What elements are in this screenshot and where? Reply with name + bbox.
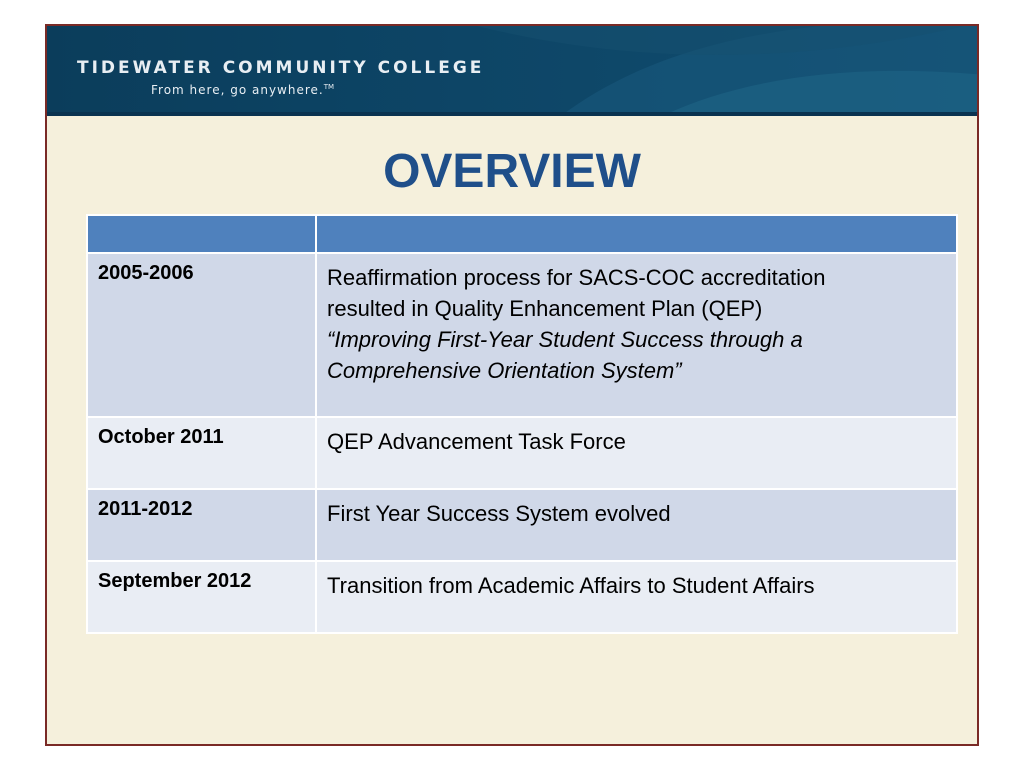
tagline-text: From here, go anywhere. bbox=[151, 83, 324, 97]
table-row bbox=[87, 417, 957, 489]
date-cell: 2005-2006 bbox=[87, 253, 316, 417]
description-cell bbox=[316, 561, 957, 633]
college-banner bbox=[47, 26, 977, 116]
description-line: First Year Success System evolved bbox=[327, 501, 671, 526]
table-row bbox=[87, 561, 957, 633]
description-cell bbox=[316, 417, 957, 489]
slide bbox=[45, 24, 979, 746]
college-name: TIDEWATER COMMUNITY COLLEGE bbox=[77, 58, 485, 78]
qep-title-line: Comprehensive Orientation System” bbox=[327, 358, 682, 383]
table-header-cell bbox=[87, 215, 316, 253]
description-line: Transition from Academic Affairs to Student Affairs bbox=[327, 573, 815, 598]
date-cell: 2011-2012 bbox=[87, 489, 316, 561]
description-cell bbox=[316, 253, 957, 417]
college-tagline bbox=[151, 83, 334, 97]
timeline-table bbox=[86, 214, 958, 634]
trademark-mark: TM bbox=[323, 83, 335, 91]
banner-swoosh-graphic bbox=[477, 26, 977, 116]
slide-title: OVERVIEW bbox=[383, 145, 641, 198]
description-cell bbox=[316, 489, 957, 561]
banner-bottom-stripe bbox=[47, 112, 977, 116]
table-header-row bbox=[87, 215, 957, 253]
table-row bbox=[87, 253, 957, 417]
qep-title-line: “Improving First-Year Student Success through a bbox=[327, 327, 803, 352]
description-line: QEP Advancement Task Force bbox=[327, 429, 626, 454]
table-header-cell bbox=[316, 215, 957, 253]
date-cell: September 2012 bbox=[87, 561, 316, 633]
description-line: Reaffirmation process for SACS-COC accreditation bbox=[327, 265, 826, 290]
description-line: resulted in Quality Enhancement Plan (QEP) bbox=[327, 296, 763, 321]
table-row bbox=[87, 489, 957, 561]
date-cell: October 2011 bbox=[87, 417, 316, 489]
